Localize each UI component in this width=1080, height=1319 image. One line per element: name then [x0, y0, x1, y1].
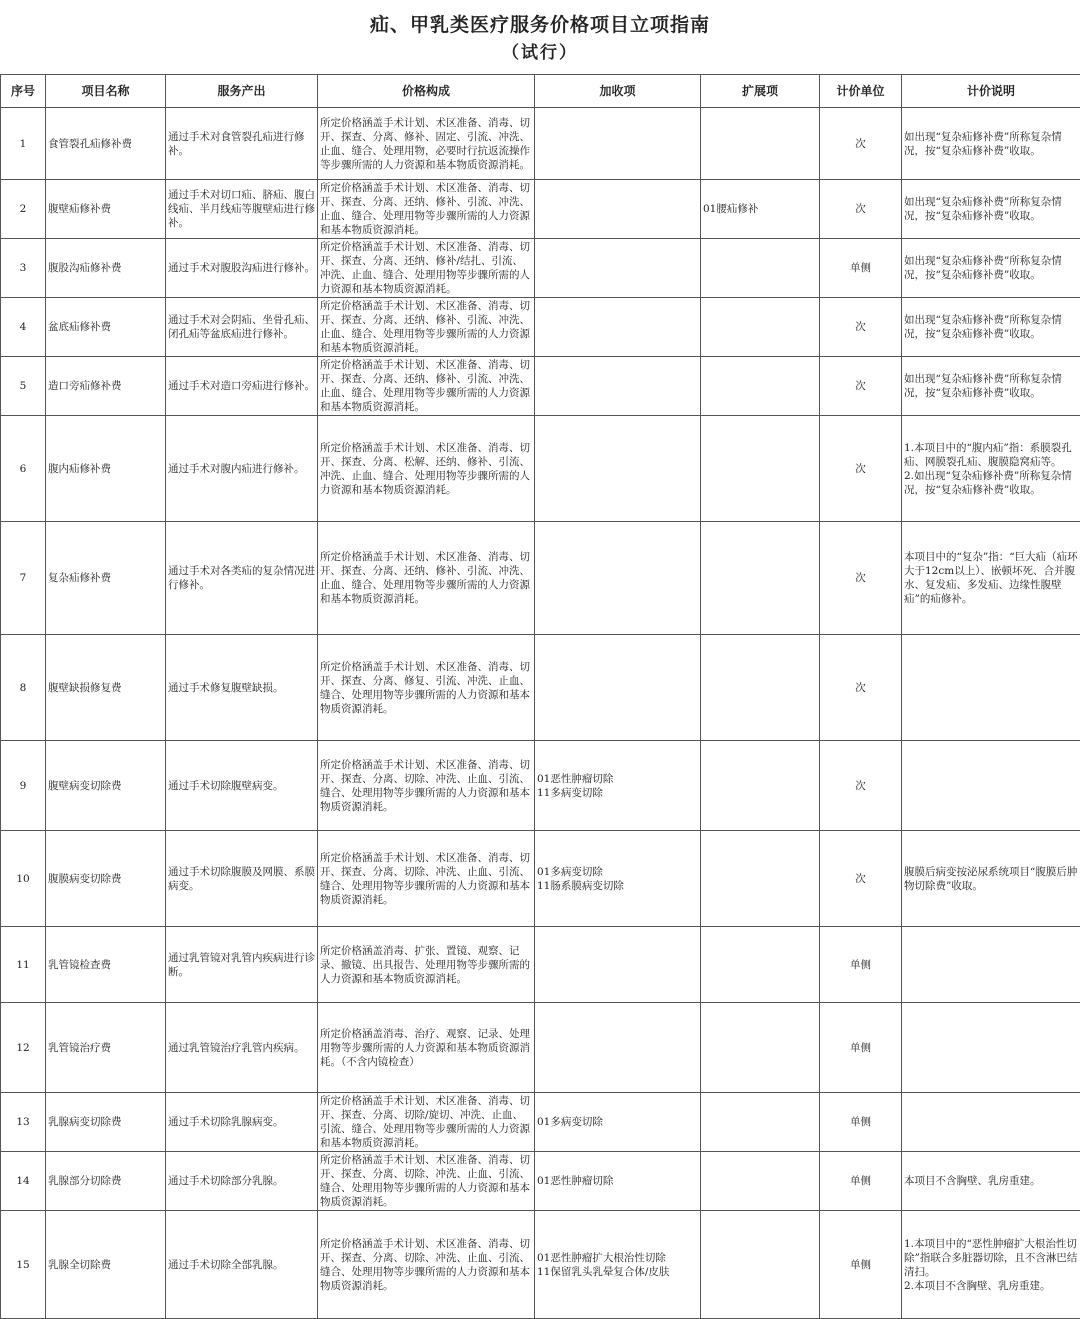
table-row	[1, 180, 1080, 239]
cell-composition: 所定价格涵盖手术计划、术区准备、消毒、切开、探查、分离、还纳、修补、引流、冲洗、止血、缝合、处理用物等步骤所需的人力资源和基本物质资源消耗。	[318, 180, 535, 239]
cell-extension	[701, 357, 820, 416]
header-row	[1, 75, 1080, 108]
cell-extension	[701, 927, 820, 1003]
cell-name: 腹股沟疝修补费	[46, 239, 166, 298]
cell-surcharge	[535, 239, 701, 298]
cell-output: 通过手术对腹股沟疝进行修补。	[166, 239, 318, 298]
cell-name: 腹内疝修补费	[46, 416, 166, 522]
cell-note: 如出现“复杂疝修补费”所称复杂情况，按“复杂疝修补费”收取。	[902, 298, 1080, 357]
cell-note: 如出现“复杂疝修补费”所称复杂情况，按“复杂疝修补费”收取。	[902, 357, 1080, 416]
cell-composition: 所定价格涵盖消毒、扩张、置镜、观察、记录、撤镜、出具报告、处理用物等步骤所需的人力资源和基本物质资源消耗。	[318, 927, 535, 1003]
cell-unit: 单侧	[820, 1152, 902, 1211]
cell-unit: 次	[820, 180, 902, 239]
cell-composition: 所定价格涵盖手术计划、术区准备、消毒、切开、探查、分离、修补、固定、引流、冲洗、止血、缝合、处理用物，必要时行抗返流操作等步骤所需的人力资源和基本物质资源消耗。	[318, 108, 535, 180]
cell-name: 盆底疝修补费	[46, 298, 166, 357]
table-row	[1, 831, 1080, 927]
table-row	[1, 1093, 1080, 1152]
cell-note: 如出现“复杂疝修补费”所称复杂情况，按“复杂疝修补费”收取。	[902, 239, 1080, 298]
cell-note	[902, 1003, 1080, 1093]
table-row	[1, 635, 1080, 741]
table-row	[1, 741, 1080, 831]
cell-note	[902, 927, 1080, 1003]
cell-composition: 所定价格涵盖手术计划、术区准备、消毒、切开、探查、分离、修复、引流、冲洗、止血、缝合、处理用物等步骤所需的人力资源和基本物质资源消耗。	[318, 635, 535, 741]
header-output: 服务产出	[166, 75, 318, 108]
table-row	[1, 357, 1080, 416]
cell-unit: 单侧	[820, 1003, 902, 1093]
cell-note	[902, 741, 1080, 831]
cell-no: 12	[1, 1003, 46, 1093]
cell-no: 7	[1, 522, 46, 635]
title-block	[0, 0, 1080, 74]
cell-note: 本项目不含胸壁、乳房重建。	[902, 1152, 1080, 1211]
cell-output: 通过手术对造口旁疝进行修补。	[166, 357, 318, 416]
cell-no: 11	[1, 927, 46, 1003]
header-note: 计价说明	[902, 75, 1080, 108]
cell-no: 8	[1, 635, 46, 741]
cell-composition: 所定价格涵盖消毒、治疗、观察、记录、处理用物等步骤所需的人力资源和基本物质资源消耗。（不含内镜检查）	[318, 1003, 535, 1093]
cell-output: 通过手术切除乳腺病变。	[166, 1093, 318, 1152]
cell-note: 如出现“复杂疝修补费”所称复杂情况，按“复杂疝修补费”收取。	[902, 108, 1080, 180]
cell-extension	[701, 1093, 820, 1152]
cell-name: 乳腺病变切除费	[46, 1093, 166, 1152]
price-item-table	[0, 74, 1080, 1319]
cell-surcharge	[535, 180, 701, 239]
header-unit: 计价单位	[820, 75, 902, 108]
cell-unit: 次	[820, 416, 902, 522]
cell-name: 乳腺部分切除费	[46, 1152, 166, 1211]
cell-composition: 所定价格涵盖手术计划、术区准备、消毒、切开、探查、分离、还纳、修补、引流、冲洗、止血、缝合、处理用物等步骤所需的人力资源和基本物质资源消耗。	[318, 298, 535, 357]
cell-no: 2	[1, 180, 46, 239]
cell-no: 13	[1, 1093, 46, 1152]
document-subtitle: （试行）	[0, 38, 1080, 63]
cell-unit: 次	[820, 298, 902, 357]
cell-output: 通过手术对各类疝的复杂情况进行修补。	[166, 522, 318, 635]
table-row	[1, 927, 1080, 1003]
cell-note: 腹膜后病变按泌尿系统项目“腹膜后肿物切除费”收取。	[902, 831, 1080, 927]
table-row	[1, 1211, 1080, 1319]
cell-surcharge	[535, 416, 701, 522]
cell-surcharge: 01多病变切除	[535, 1093, 701, 1152]
header-composition: 价格构成	[318, 75, 535, 108]
header-extension: 扩展项	[701, 75, 820, 108]
cell-unit: 单侧	[820, 239, 902, 298]
cell-surcharge	[535, 522, 701, 635]
cell-extension	[701, 635, 820, 741]
cell-output: 通过手术对食管裂孔疝进行修补。	[166, 108, 318, 180]
cell-extension	[701, 239, 820, 298]
table-row	[1, 108, 1080, 180]
cell-note: 本项目中的“复杂”指：“巨大疝（疝环大于12cm以上）、嵌顿坏死、合并腹水、复发疝、多发疝、边缘性腹壁疝”的疝修补。	[902, 522, 1080, 635]
cell-extension	[701, 416, 820, 522]
cell-unit: 次	[820, 522, 902, 635]
cell-surcharge	[535, 357, 701, 416]
cell-name: 复杂疝修补费	[46, 522, 166, 635]
cell-composition: 所定价格涵盖手术计划、术区准备、消毒、切开、探查、分离、还纳、修补、引流、冲洗、止血、缝合、处理用物等步骤所需的人力资源和基本物质资源消耗。	[318, 522, 535, 635]
cell-unit: 单侧	[820, 927, 902, 1003]
table-row	[1, 1003, 1080, 1093]
cell-composition: 所定价格涵盖手术计划、术区准备、消毒、切开、探查、分离、松解、还纳、修补、引流、冲洗、止血、缝合、处理用物等步骤所需的人力资源和基本物质资源消耗。	[318, 416, 535, 522]
table-row	[1, 1152, 1080, 1211]
cell-unit: 次	[820, 741, 902, 831]
cell-output: 通过乳管镜对乳管内疾病进行诊断。	[166, 927, 318, 1003]
cell-surcharge: 01恶性肿瘤切除	[535, 1152, 701, 1211]
cell-extension: 01腰疝修补	[701, 180, 820, 239]
cell-name: 腹壁病变切除费	[46, 741, 166, 831]
cell-extension	[701, 108, 820, 180]
cell-no: 15	[1, 1211, 46, 1319]
header-no: 序号	[1, 75, 46, 108]
cell-no: 14	[1, 1152, 46, 1211]
cell-composition: 所定价格涵盖手术计划、术区准备、消毒、切开、探查、分离、切除、冲洗、止血、引流、缝合、处理用物等步骤所需的人力资源和基本物质资源消耗。	[318, 1211, 535, 1319]
table-row	[1, 298, 1080, 357]
cell-output: 通过手术切除全部乳腺。	[166, 1211, 318, 1319]
cell-name: 乳管镜检查费	[46, 927, 166, 1003]
cell-extension	[701, 522, 820, 635]
cell-name: 食管裂孔疝修补费	[46, 108, 166, 180]
cell-name: 腹膜病变切除费	[46, 831, 166, 927]
cell-no: 6	[1, 416, 46, 522]
cell-surcharge	[535, 108, 701, 180]
cell-name: 腹壁缺损修复费	[46, 635, 166, 741]
header-surcharge: 加收项	[535, 75, 701, 108]
table-body	[1, 108, 1080, 1319]
cell-unit: 次	[820, 831, 902, 927]
cell-surcharge	[535, 927, 701, 1003]
cell-name: 乳管镜治疗费	[46, 1003, 166, 1093]
cell-no: 1	[1, 108, 46, 180]
cell-surcharge	[535, 635, 701, 741]
cell-extension	[701, 1003, 820, 1093]
cell-composition: 所定价格涵盖手术计划、术区准备、消毒、切开、探查、分离、切除/旋切、冲洗、止血、引流、缝合、处理用物等步骤所需的人力资源和基本物质资源消耗。	[318, 1093, 535, 1152]
cell-note: 如出现“复杂疝修补费”所称复杂情况，按“复杂疝修补费”收取。	[902, 180, 1080, 239]
cell-composition: 所定价格涵盖手术计划、术区准备、消毒、切开、探查、分离、切除、冲洗、止血、引流、缝合、处理用物等步骤所需的人力资源和基本物质资源消耗。	[318, 831, 535, 927]
cell-output: 通过手术切除腹壁病变。	[166, 741, 318, 831]
cell-unit: 次	[820, 635, 902, 741]
cell-composition: 所定价格涵盖手术计划、术区准备、消毒、切开、探查、分离、切除、冲洗、止血、引流、缝合、处理用物等步骤所需的人力资源和基本物质资源消耗。	[318, 741, 535, 831]
cell-composition: 所定价格涵盖手术计划、术区准备、消毒、切开、探查、分离、切除、冲洗、止血、引流、缝合、处理用物等步骤所需的人力资源和基本物质资源消耗。	[318, 1152, 535, 1211]
cell-output: 通过手术对腹内疝进行修补。	[166, 416, 318, 522]
cell-unit: 次	[820, 357, 902, 416]
cell-no: 4	[1, 298, 46, 357]
document-title: 疝、甲乳类医疗服务价格项目立项指南	[0, 10, 1080, 37]
cell-output: 通过手术对切口疝、脐疝、腹白线疝、半月线疝等腹壁疝进行修补。	[166, 180, 318, 239]
cell-unit: 单侧	[820, 1093, 902, 1152]
cell-surcharge	[535, 1003, 701, 1093]
cell-note: 1.本项目中的“腹内疝”指：系膜裂孔疝、网膜裂孔疝、腹膜隐窝疝等。 2.如出现“复杂疝修补费”所称复杂情况，按“复杂疝修补费”收取。	[902, 416, 1080, 522]
cell-extension	[701, 831, 820, 927]
cell-extension	[701, 1211, 820, 1319]
cell-extension	[701, 1152, 820, 1211]
cell-surcharge	[535, 298, 701, 357]
cell-output: 通过手术修复腹壁缺损。	[166, 635, 318, 741]
cell-no: 3	[1, 239, 46, 298]
table-row	[1, 239, 1080, 298]
cell-no: 10	[1, 831, 46, 927]
cell-output: 通过手术切除部分乳腺。	[166, 1152, 318, 1211]
cell-note	[902, 1093, 1080, 1152]
cell-name: 造口旁疝修补费	[46, 357, 166, 416]
header-name: 项目名称	[46, 75, 166, 108]
cell-no: 9	[1, 741, 46, 831]
cell-no: 5	[1, 357, 46, 416]
cell-surcharge: 01恶性肿瘤切除 11多病变切除	[535, 741, 701, 831]
table-row	[1, 522, 1080, 635]
cell-extension	[701, 298, 820, 357]
cell-output: 通过手术对会阴疝、坐骨孔疝、闭孔疝等盆底疝进行修补。	[166, 298, 318, 357]
cell-name: 腹壁疝修补费	[46, 180, 166, 239]
cell-extension	[701, 741, 820, 831]
cell-surcharge: 01恶性肿瘤扩大根治性切除 11保留乳头乳晕复合体/皮肤	[535, 1211, 701, 1319]
cell-output: 通过乳管镜治疗乳管内疾病。	[166, 1003, 318, 1093]
cell-name: 乳腺全切除费	[46, 1211, 166, 1319]
cell-composition: 所定价格涵盖手术计划、术区准备、消毒、切开、探查、分离、还纳、修补/结扎、引流、冲洗、止血、缝合、处理用物等步骤所需的人力资源和基本物质资源消耗。	[318, 239, 535, 298]
cell-unit: 次	[820, 108, 902, 180]
cell-unit: 单侧	[820, 1211, 902, 1319]
cell-composition: 所定价格涵盖手术计划、术区准备、消毒、切开、探查、分离、还纳、修补、引流、冲洗、止血、缝合、处理用物等步骤所需的人力资源和基本物质资源消耗。	[318, 357, 535, 416]
cell-note	[902, 635, 1080, 741]
cell-surcharge: 01多病变切除 11肠系膜病变切除	[535, 831, 701, 927]
cell-note: 1.本项目中的“恶性肿瘤扩大根治性切除”指联合多脏器切除，且不含淋巴结清扫。 2.本项目不含胸壁、乳房重建。	[902, 1211, 1080, 1319]
cell-output: 通过手术切除腹膜及网膜、系膜病变。	[166, 831, 318, 927]
table-row	[1, 416, 1080, 522]
